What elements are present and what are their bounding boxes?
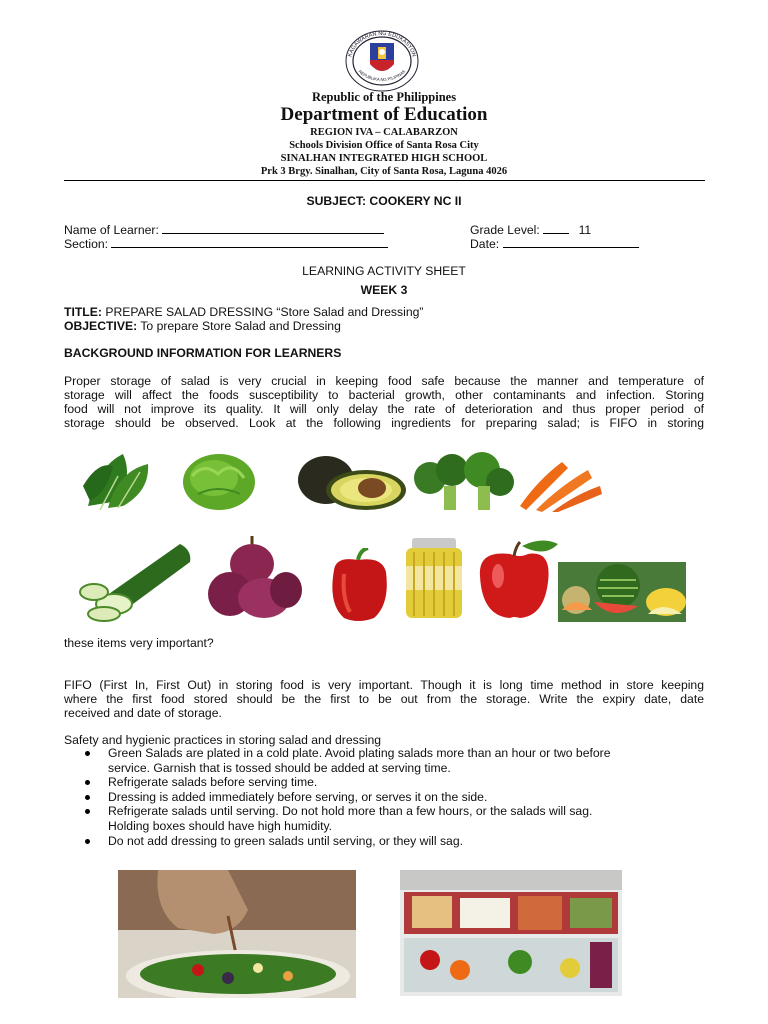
bullet-icon bbox=[85, 751, 90, 756]
red-bell-pepper-image bbox=[328, 548, 390, 622]
paragraph1-line: Proper storage of salad is very crucial in keeping food safe because the manner and temperature of bbox=[64, 374, 704, 388]
bullet-text: Do not add dressing to green salads until serving, or they will sag. bbox=[108, 833, 463, 848]
bullet-icon bbox=[85, 795, 90, 800]
deped-seal-icon bbox=[343, 30, 421, 92]
practices-heading: Safety and hygienic practices in storing salad and dressing bbox=[64, 733, 382, 747]
seal-text-bottom: REPUBLIKA NG PILIPINAS bbox=[357, 68, 407, 82]
paragraph2-line: FIFO (First In, First Out) in storing food is very important. Though it is long time method in store keeping bbox=[64, 678, 704, 692]
date-field bbox=[470, 236, 639, 252]
name-blank[interactable] bbox=[162, 222, 384, 234]
title-line bbox=[64, 305, 704, 320]
address-line: Prk 3 Brgy. Sinalhan, City of Santa Rosa, Laguna 4026 bbox=[260, 166, 508, 177]
list-item bbox=[64, 746, 704, 775]
section-blank[interactable] bbox=[111, 236, 388, 248]
dressing-pouring-photo bbox=[118, 870, 356, 998]
bullet-text: service. Garnish that is tossed should be added at serving time. bbox=[108, 760, 451, 775]
list-item bbox=[64, 804, 704, 833]
week-label: WEEK 3 bbox=[360, 283, 408, 297]
school-line: SINALHAN INTEGRATED HIGH SCHOOL bbox=[280, 153, 488, 164]
practices-list bbox=[64, 746, 704, 848]
paragraph1-tail: these items very important? bbox=[64, 636, 214, 650]
seal-text-top: KAGAWARAN NG EDUKASYON bbox=[347, 30, 417, 58]
bullet-text: Refrigerate salads before serving time. bbox=[108, 775, 318, 790]
bullet-text: Green Salads are plated in a cold plate. Avoid plating salads more than an hour or two before bbox=[108, 746, 611, 760]
spinach-image bbox=[78, 446, 160, 512]
division-line: Schools Division Office of Santa Rosa City bbox=[289, 140, 479, 151]
broccoli-image bbox=[408, 452, 516, 512]
sheet-label: LEARNING ACTIVITY SHEET bbox=[302, 264, 466, 278]
section-field bbox=[64, 236, 388, 252]
background-heading: BACKGROUND INFORMATION FOR LEARNERS bbox=[64, 346, 342, 360]
apple-image bbox=[474, 536, 560, 620]
pickled-corn-jar-image bbox=[402, 538, 466, 620]
list-item bbox=[64, 834, 704, 849]
department-title: Department of Education bbox=[280, 104, 488, 125]
bullet-icon bbox=[85, 780, 90, 785]
paragraph2-line: where the first food stored should be the first to be out from the storage. Write the expiry date, date bbox=[64, 692, 704, 706]
bullet-icon bbox=[85, 839, 90, 844]
avocado-image bbox=[296, 452, 408, 512]
region-line: REGION IVA – CALABARZON bbox=[310, 127, 458, 138]
objective-value: To prepare Store Salad and Dressing bbox=[140, 319, 341, 333]
bullet-icon bbox=[85, 809, 90, 814]
list-item bbox=[64, 775, 704, 790]
carrots-image bbox=[516, 456, 604, 512]
date-label: Date: bbox=[470, 237, 500, 251]
grade-value: 11 bbox=[578, 223, 592, 237]
paragraph1-line: food will not improve its quality. It will only delay the rate of deterioration and thus proper period of bbox=[64, 402, 704, 416]
bullet-text: Dressing is added immediately before serving, or serves it on the side. bbox=[108, 789, 488, 804]
paragraph1-line: storage should be observed. Look at the following ingredients for preparing salad; is FIFO in storing bbox=[64, 416, 704, 430]
header-divider bbox=[64, 180, 705, 181]
objective-label: OBJECTIVE: bbox=[64, 319, 138, 333]
name-label: Name of Learner: bbox=[64, 223, 159, 237]
date-blank[interactable] bbox=[503, 236, 639, 248]
subject-heading: SUBJECT: COOKERY NC II bbox=[306, 194, 462, 208]
melons-image bbox=[558, 562, 686, 622]
grade-blank[interactable] bbox=[543, 222, 569, 234]
republic-line: Republic of the Philippines bbox=[311, 90, 457, 104]
title-label: TITLE: bbox=[64, 305, 102, 319]
list-item bbox=[64, 790, 704, 805]
section-label: Section: bbox=[64, 237, 109, 251]
title-value: PREPARE SALAD DRESSING “Store Salad and Dressing” bbox=[105, 305, 424, 319]
bullet-text: Holding boxes should have high humidity. bbox=[108, 818, 333, 833]
objective-line bbox=[64, 319, 704, 334]
bullet-text: Refrigerate salads until serving. Do not hold more than a few hours, or the salads will sag. bbox=[108, 804, 593, 819]
refrigerator-photo bbox=[400, 870, 622, 996]
lettuce-image bbox=[178, 446, 260, 512]
grade-label: Grade Level: bbox=[470, 223, 540, 237]
paragraph2-line: received and date of storage. bbox=[64, 706, 222, 720]
onions-image bbox=[204, 534, 304, 620]
cucumber-image bbox=[76, 536, 196, 622]
paragraph1-line: storage will affect the foods susceptibility to bacterial growth, other contaminants and infection. Storing bbox=[64, 388, 704, 402]
